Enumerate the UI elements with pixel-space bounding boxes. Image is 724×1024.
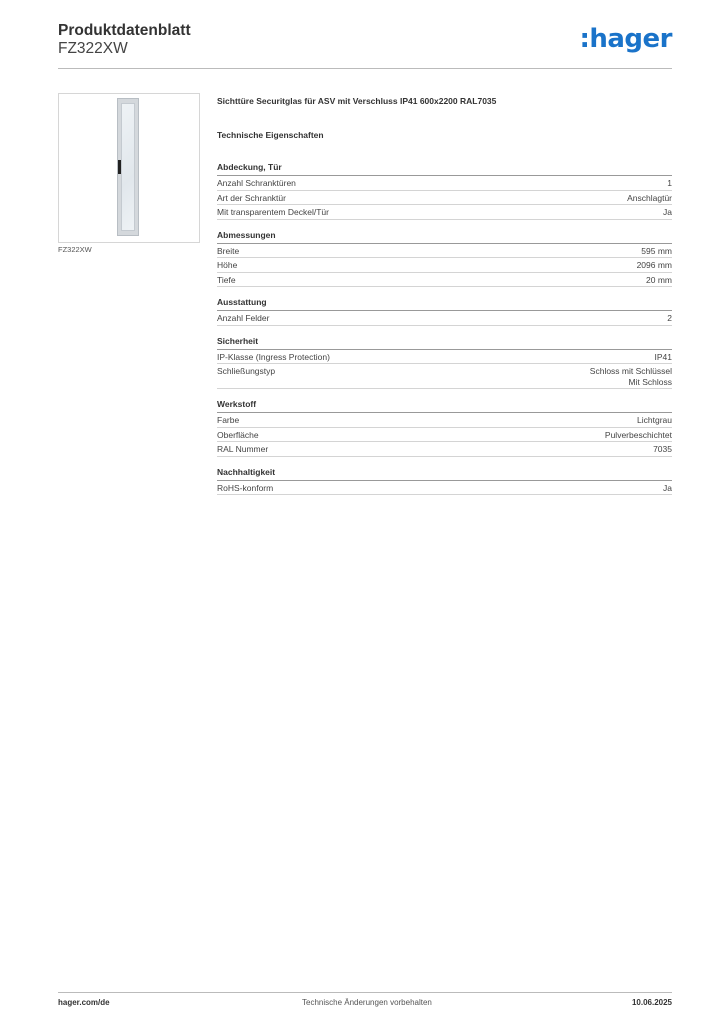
spec-row	[217, 364, 672, 389]
spec-row	[217, 205, 672, 220]
header-divider	[58, 68, 672, 69]
footer-notice: Technische Änderungen vorbehalten	[302, 998, 432, 1007]
spec-value: Anschlagtür	[627, 192, 672, 203]
group-title: Nachhaltigkeit	[217, 467, 672, 481]
spec-row	[217, 244, 672, 259]
spec-value: Pulverbeschichtet	[604, 429, 672, 440]
hager-logo: :hager	[579, 24, 672, 54]
spec-label: Breite	[217, 245, 240, 256]
spec-value: 1	[667, 178, 672, 188]
spec-value: 7035	[653, 444, 672, 454]
door-glass	[121, 103, 135, 231]
group-abdeckung	[217, 162, 672, 220]
spec-label: Oberfläche	[217, 429, 259, 440]
footer-date: 10.06.2025	[631, 998, 672, 1007]
spec-value: 20 mm	[646, 274, 672, 285]
spec-label: RAL Nummer	[217, 444, 269, 454]
footer-divider	[58, 992, 672, 993]
spec-value: 2096 mm	[636, 260, 672, 270]
section-heading: Technische Eigenschaften	[217, 130, 324, 140]
group-title: Abdeckung, Tür	[217, 162, 672, 176]
spec-value: 595 mm	[641, 245, 672, 256]
group-title: Abmessungen	[217, 230, 672, 244]
spec-row	[217, 311, 672, 326]
group-title: Sicherheit	[217, 336, 672, 350]
spec-label: Tiefe	[217, 274, 236, 285]
spec-row	[217, 350, 672, 365]
product-code: FZ322XW	[58, 40, 128, 57]
group-title: Werkstoff	[217, 399, 672, 413]
spec-row	[217, 413, 672, 428]
spec-label: Anzahl Schranktüren	[217, 178, 296, 188]
document-title: Produktdatenblatt	[58, 22, 191, 39]
spec-label: IP-Klasse (Ingress Protection)	[217, 351, 330, 362]
header	[58, 22, 191, 58]
door-icon	[117, 98, 139, 236]
product-title: Sichttüre Securitglas für ASV mit Verschluss IP41 600x2200 RAL7035	[217, 96, 497, 106]
spec-row	[217, 428, 672, 443]
spec-label: Mit transparentem Deckel/Tür	[217, 207, 329, 217]
spec-value: Ja	[663, 482, 672, 493]
spec-label: Höhe	[217, 260, 238, 270]
spec-label: Farbe	[217, 415, 240, 425]
spec-label: Anzahl Felder	[217, 313, 270, 323]
group-nachhaltigkeit	[217, 467, 672, 496]
group-sicherheit	[217, 336, 672, 390]
spec-value: Lichtgrau	[637, 415, 672, 425]
door-handle	[118, 160, 121, 174]
spec-row	[217, 176, 672, 191]
spec-label: Art der Schranktür	[217, 192, 286, 203]
spec-row	[217, 273, 672, 288]
group-werkstoff	[217, 399, 672, 457]
group-abmessungen	[217, 230, 672, 288]
spec-row	[217, 191, 672, 206]
spec-value: Schloss mit Schlüssel Mit Schloss	[589, 366, 672, 387]
spec-value: Ja	[663, 207, 672, 217]
specifications	[217, 96, 672, 505]
spec-label: RoHS-konform	[217, 482, 274, 493]
spec-row	[217, 258, 672, 273]
group-ausstattung	[217, 297, 672, 326]
footer-website-link[interactable]: hager.com/de	[58, 998, 110, 1007]
spec-value: 2	[667, 313, 672, 323]
spec-row	[217, 481, 672, 496]
product-image	[58, 93, 200, 243]
image-caption: FZ322XW	[58, 245, 92, 254]
spec-value: IP41	[654, 351, 672, 362]
spec-label: Schließungstyp	[217, 366, 276, 376]
group-title: Ausstattung	[217, 297, 672, 311]
spec-row	[217, 442, 672, 457]
